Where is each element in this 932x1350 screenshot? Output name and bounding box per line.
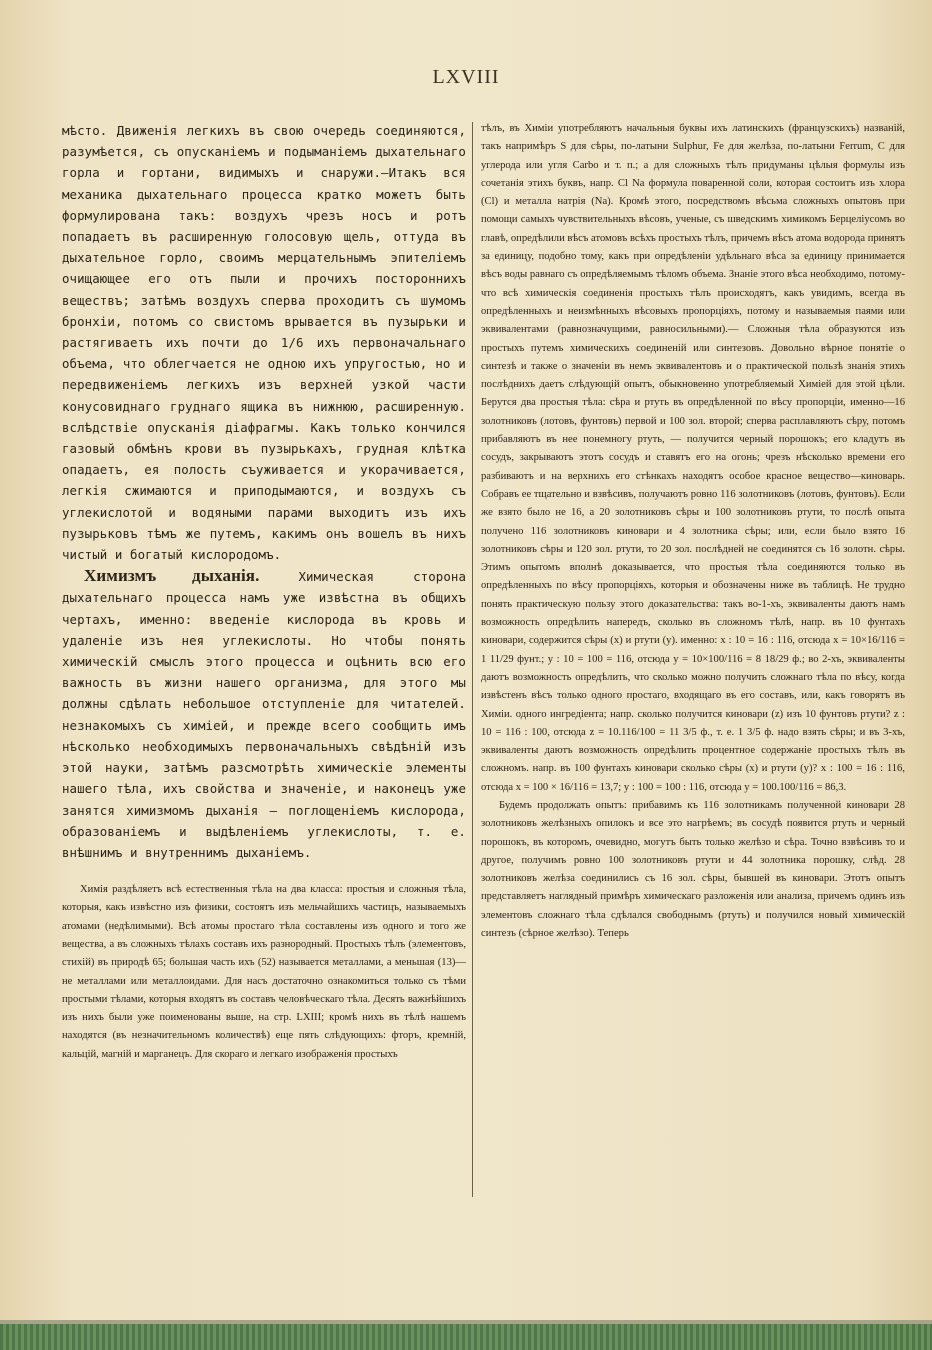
binding-strip: [0, 1324, 932, 1350]
paragraph: [62, 565, 466, 863]
section-heading: Химизмъ дыханія.: [84, 566, 260, 586]
column-divider: [472, 122, 473, 1197]
footnote-text: тѣлъ, въ Химіи употребляютъ начальныя буквы ихъ латинскихъ (французскихъ) названій, такъ напримѣръ S для сѣры, по-латыни Sulphur, Fe для желѣза, по-латыни Ferrum, C для углерода или угля Carbo и т. п.; а для сложныхъ тѣлъ придуманы цѣлыя формулы изъ сочетанія этихъ буквъ, напр. Cl Na формула поваренной соли, которая состоитъ изъ хлора (Cl) и металла натрія (Na). Кромѣ этого, посредствомъ вѣсьма сложныхъ опытовъ при помощи самыхъ чувствительныхъ вѣсовъ, ученые, съ шведскимъ химикомъ Берцеліусомъ во главѣ, опредѣлили вѣсъ атомовъ всѣхъ простыхъ тѣлъ, причемъ вѣсъ атома водорода принятъ за единицу, подобно тому, какъ при опредѣленіи удѣльнаго вѣса за единицу принимается вѣсъ воды равнаго съ опредѣляемымъ тѣломъ объема. Знаніе этого вѣса необходимо, потому-что всѣ химическія соединенія простыхъ тѣлъ происходятъ, какъ увидимъ, всегда въ опредѣленныхъ и неизмѣнныхъ вѣсовыхъ пропорціяхъ, потому и называемыя паями или эквивалентами (равнозначущими, равносильными).— Сложныя тѣла образуются изъ простыхъ путемъ химическихъ соединеній или синтезовъ. Довольно вѣрное понятіе о синтезѣ и также о значеніи въ немъ эквивалентовъ и о практической пользѣ знанія этихъ послѣднихъ даетъ слѣдующій опытъ, обыкновенно употребляемый Химіей для этой цѣли. Берутся два простыя тѣла: сѣра и ртуть въ опредѣленной по вѣсу пропорціи, именно—16 золотниковъ (лотовъ, фунтовъ) первой и 100 зол. второй; сперва расплавляютъ сѣру, потомъ прибавляютъ въ нее понемногу ртуть, — получится черный порошокъ; его кладутъ въ сосудъ, закрываютъ этотъ сосудъ и ставятъ его на огонь; чрезъ нѣсколько времени его разбиваютъ и на верхнихъ его стѣнкахъ находятъ особое красное вещество—киноварь. Собравъ ее тщательно и взвѣсивъ, получаютъ ровно 116 золотниковъ (лотовъ, фунтовъ). Если же взято было не 16, а 20 золотниковъ сѣры и 100 золотниковъ ртути, то послѣ опыта получено 116 золотниковъ киновари и 4 золотника сѣры; или, если было взято 16 золотниковъ сѣры и 120 зол. ртути, то 20 зол. послѣдней не соединятся съ 16 золотн. сѣры. Этимъ опытомъ вполнѣ доказывается, что простыя тѣла соединяются только въ опредѣленныхъ по вѣсу пропорціяхъ, которыя и обозначены ниже въ таблицѣ. Не трудно понять практическую пользу этого доказательства: такъ во-1-хъ, эквиваленты даютъ намъ возможность опредѣлить напередъ, сколько въ сложномъ тѣлѣ, напр. въ 10 фунтахъ киновари, содержится сѣры (x) и ртути (y). именно: x : 10 = 16 : 116, отсюда x = 10×16/116 = 1 11/29 фунт.; y : 10 = 100 = 116, отсюда y = 10×100/116 = 8 18/29 ф.; во 2-хъ, эквиваленты даютъ возможность опредѣлить, что сколько можно получить сложнаго тѣла по вѣсу, когда извѣстенъ вѣсъ только одного простаго, входящаго въ его составъ, или, какъ говорятъ въ Химіи. одного ингредіента; напр. сколько получится киновари (z) изъ 10 фунтовъ ртути? z : 10 = 116 : 100, отсюда z = 10.116/100 = 11 3/5 ф., т. е. 1 3/5 ф. надо взять сѣры; и въ 3-хъ, эквиваленты даютъ возможность опредѣлить процентное содержаніе простыхъ тѣлъ въ сложномъ. напр. въ 100 фунтахъ киновари сколько сѣры (x) и ртути (y)? x : 100 = 16 : 116, отсюда x = 100 × 16/116 = 13,7; y : 100 = 100 : 116, отсюда y = 100.100/116 = 86,3.: [481, 123, 905, 793]
footnote-continued: [481, 120, 905, 943]
footnote: [62, 881, 466, 1064]
paragraph-text: Химическая сторона дыхательнаго процесса намъ уже извѣстна въ общихъ чертахъ, именно: введеніе кислорода въ кровь и удаленіе изъ нея углекислоты. Но чтобы понять химическій смыслъ этого процесса и оцѣнить всю его важность въ жизни нашего организма, для этого мы должны сдѣлать небольшое отступленіе для читателей. незнакомыхъ съ химіей, и прежде всего сообщить имъ нѣсколько необходимыхъ первоначальныхъ свѣдѣній изъ этой науки, затѣмъ разсмотрѣть химическіе элементы нашего тѣла, ихъ свойства и значеніе, и наконецъ уже занятся химизмомъ дыханія — поглощеніемъ кислорода, образованіемъ и выдѣленіемъ углекислоты, т. е. внѣшнимъ и внутреннимъ дыханіемъ.: [62, 569, 466, 860]
paragraph: мѣсто. Движенія легкихъ въ свою очередь соединяются, разумѣется, съ опусканіемъ и подыманіемъ дыхательнаго горла и гортани, видимыхъ и снаружи.—Итакъ вся механика дыхательнаго процесса кратко можетъ быть формулирована такъ: воздухъ чрезъ носъ и ротъ попадаетъ въ расширенную голосовую щель, оттуда въ дыхательное горло, своимъ мерцательнымъ эпителіемъ очищающее его отъ пыли и прочихъ постороннихъ веществъ; затѣмъ воздухъ сперва проходитъ съ шумомъ бронхіи, потомъ со свистомъ врывается въ пузырьки и растягиваетъ ихъ почти до 1/6 ихъ первоначальнаго объема, что облегчается не одною ихъ упругостью, но и передвиженіемъ легкихъ изъ верхней узкой части конусовиднаго груднаго ящика въ нижнюю, расширенную. вслѣдствіе опусканія діафрагмы. Какъ только кончился газовый обмѣнъ крови въ пузырькахъ, грудная клѣтка опадаетъ, ея полость съуживается и укорачивается, легкія сжимаются и приподымаются, и воздухъ съ углекислотой и водяными парами выходитъ изъ ихъ пузырьковъ тѣмъ же путемъ, какимъ онъ вошелъ въ нихъ чистый и богатый кислородомъ.: [62, 123, 466, 563]
page-number: LXVIII: [432, 66, 500, 88]
footnote-text: Химія раздѣляетъ всѣ естественныя тѣла на два класса: простыя и сложныя тѣла, которыя, какъ извѣстно изъ физики, состоятъ изъ мельчайшихъ частицъ, называемыхъ атомами (недѣлимыми). Всѣ атомы простаго тѣла составлены изъ одного и того же вещества, а въ сложныхъ тѣлахъ составъ ихъ разнородный. Простыхъ тѣлъ (элементовъ, стихій) въ природѣ 65; большая часть ихъ (52) называется металлами, а меньшая (13)—не металлами или металлоидами. Для насъ достаточно ознакомиться только съ тѣми простыми тѣлами, которыя входятъ въ составъ человѣческаго тѣла. Десять важнѣйшихъ изъ нихъ были уже поименованы выше, на стр. LXIII; кромѣ нихъ въ тѣлѣ нашемъ находятся (въ незначительномъ количествѣ) еще пять слѣдующихъ: фторъ, кремній, кальцій, магній и марганецъ. Для скораго и легкаго изображенія простыхъ: [62, 884, 466, 1060]
left-column: [62, 120, 466, 1064]
main-text: [62, 120, 466, 863]
footnote-text: Будемъ продолжать опытъ: прибавимъ къ 116 золотникамъ полученной киновари 28 золотниковъ желѣзныхъ опилокъ и все это нагрѣемъ; въ сосудѣ появится ртуть и черный порошокъ, въ которомъ, очевидно, могутъ быть только желѣзо и сѣра. Точно взвѣсивъ то и другое, получимъ ровно 100 золотниковъ ртути и 44 золотника порошку, слѣд. 28 золотниковъ желѣза соединились съ 16 зол. сѣры, бывшей въ киновари. Этотъ опытъ представляетъ наглядный примѣръ химическаго разложенія или анализа, причемъ одинъ изъ элементовъ сложнаго тѣла сдѣлался свободнымъ (ртуть) и получился новый химическій синтезъ (сѣрное желѣзо). Теперь: [481, 799, 905, 940]
right-column: [481, 120, 905, 943]
